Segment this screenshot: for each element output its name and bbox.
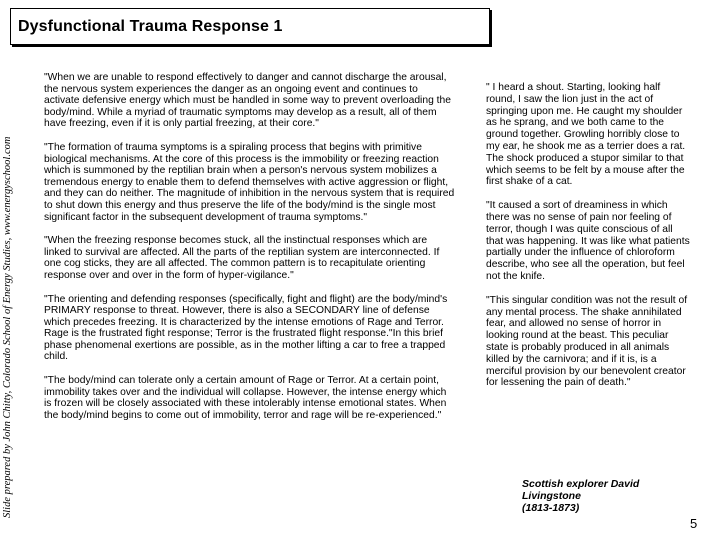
left-paragraph-2: "The formation of trauma symptoms is a spiraling process that begins with primitive biological mechanisms. At the core of this process is the immobility or freezing reaction which is summoned by the reptilian brain when a person's nervous system mobilizes a tremendous energy to enable them to defend themselves with active aggression or flight, and they can do neither. The magnitude of inhibition in the nervous system that is required to shut down this energy and thus preserve the life of the body/mind is the single most significant factor in the subsequent development of trauma symptoms.": [44, 141, 455, 223]
slide-title: Dysfunctional Trauma Response 1: [18, 18, 283, 35]
left-paragraph-4: "The orienting and defending responses (specifically, fight and flight) are the body/mind's PRIMARY response to threat. However, there is also a SECONDARY line of defense which precedes freezing. It is characterized by the intense emotions of Rage and Terror. Rage is the frustrated fight response; Terror is the frustrated flight response."In this brief phase phenomenal exertions are possible, as in the mother lifting a car to free a trapped child.: [44, 293, 448, 363]
attribution-line-3: (1813-1873): [522, 502, 580, 514]
right-paragraph-3: "This singular condition was not the result of any mental process. The shake annihilated fear, and allowed no sense of horror in looking round at the beast. This peculiar state is probably produced in all animals killed by the carnivora; and if it is, is a merciful provision by our benevolent creator for lessening the pain of death.": [486, 294, 688, 389]
left-paragraph-5: "The body/mind can tolerate only a certain amount of Rage or Terror. At a certain point, immobility takes over and the individual will collapse. However, the intense energy which is frozen will be closely associated with these intolerably intense emotional states. When the body/mind begins to come out of immobility, terror and rage will be re-experienced.": [44, 375, 447, 421]
side-credit: Slide prepared by John Chitty, Colorado School of Energy Studies, www.energyschool.com: [2, 136, 13, 518]
left-paragraph-3: "When the freezing response becomes stuck, all the instinctual responses which are linked to survival are affected. All the parts of the reptilian system are interconnected. If one cog sticks, they are all affected. The common pattern is to recapitulate orienting response over and over in the form of hyper-vigilance.": [44, 235, 440, 281]
quote-attribution: [522, 478, 672, 514]
right-paragraph-1: " I heard a shout. Starting, looking half round, I saw the lion just in the act of springing upon me. He caught my shoulder as he sprang, and we both came to the ground together. Growling horribly close to my ear, he shook me as a terrier does a rat. The shock produced a stupor similar to that which seems to be felt by a mouse after the first shake of a cat.: [486, 82, 686, 188]
right-column: [486, 82, 690, 401]
left-column: [44, 72, 456, 433]
attribution-line-1: Scottish explorer David: [522, 478, 640, 490]
page-number: 5: [690, 516, 698, 531]
title-box: [10, 8, 490, 45]
left-paragraph-1: "When we are unable to respond effectively to danger and cannot discharge the arousal, the nervous system experiences the danger as an ongoing event and continues to activate defensive energy which must be handled in some way to prevent overloading the body/mind. While a myriad of traumatic symptoms may develop as a result, all of them have freezing, even if it is only partial freezing, at their core.": [44, 72, 451, 130]
right-paragraph-2: "It caused a sort of dreaminess in which there was no sense of pain nor feeling of terror, though I was quite conscious of all that was happening. It was like what patients partially under the influence of chloroform describe, who see all the operation, but feel not the knife.: [486, 200, 690, 282]
attribution-line-2: Livingstone: [522, 490, 581, 502]
